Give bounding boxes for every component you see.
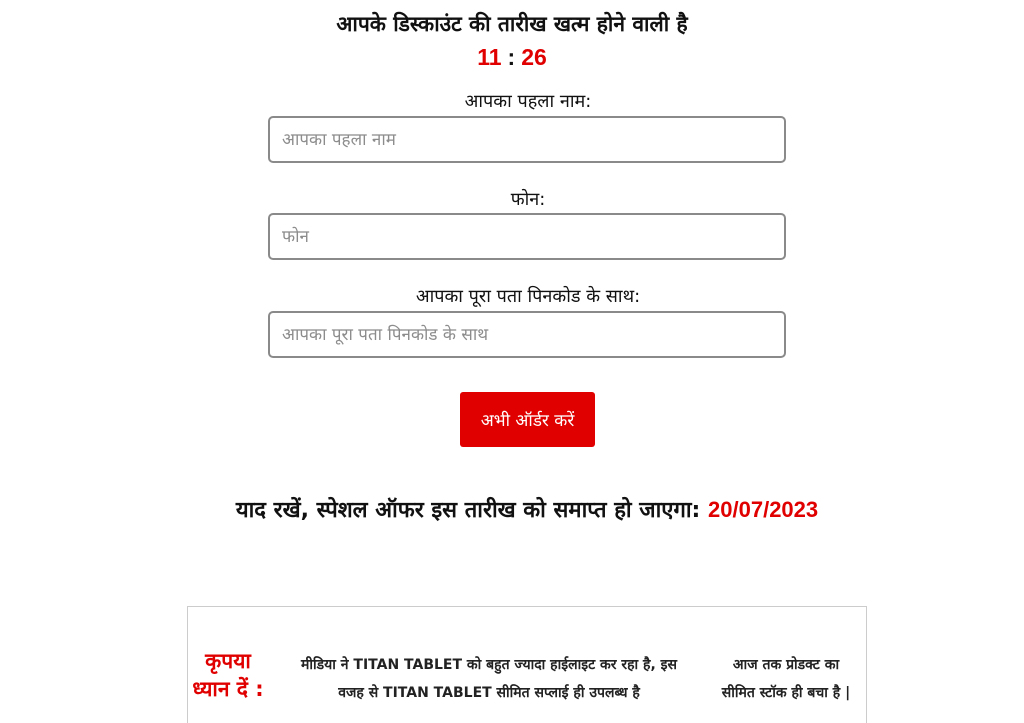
stock-notice-line-1: आज तक प्रोडक्ट का — [732, 657, 840, 673]
attention-title-line-1: कृपया — [205, 649, 251, 673]
countdown-minutes: 11 — [477, 44, 502, 70]
attention-notice-box — [187, 606, 867, 723]
order-now-button[interactable]: अभी ऑर्डर करें — [460, 392, 595, 447]
media-notice-line-2: वजह से TITAN TABLET सीमित सप्लाई ही उपलब्ध है — [338, 685, 640, 701]
attention-title-line-2: ध्यान दें : — [192, 677, 264, 701]
countdown-timer — [0, 44, 1024, 71]
first-name-input[interactable] — [268, 116, 786, 163]
offer-reminder — [0, 494, 1024, 524]
address-label: आपका पूरा पता पिनकोड के साथ: — [415, 286, 641, 307]
stock-notice-line-2: सीमित स्टॉक ही बचा है | — [721, 685, 851, 701]
address-input[interactable] — [268, 311, 786, 358]
phone-input[interactable] — [268, 213, 786, 260]
offer-reminder-text: याद रखें, स्पेशल ऑफर इस तारीख को समाप्त हो जाएगा: — [235, 498, 701, 523]
discount-expiry-heading: आपके डिस्काउंट की तारीख खत्म होने वाली है — [336, 12, 688, 36]
attention-title — [188, 647, 268, 703]
media-notice-line-1: मीडिया ने TITAN TABLET को बहुत ज्यादा हाईलाइट कर रहा है, इस — [301, 657, 677, 673]
countdown-seconds: 26 — [521, 44, 547, 70]
offer-end-date: 20/07/2023 — [708, 497, 819, 522]
phone-label: फोन: — [510, 189, 546, 210]
media-notice-text — [274, 651, 704, 707]
first-name-label: आपका पहला नाम: — [464, 91, 592, 112]
countdown-separator: : — [507, 44, 516, 70]
stock-notice-text — [706, 651, 866, 707]
